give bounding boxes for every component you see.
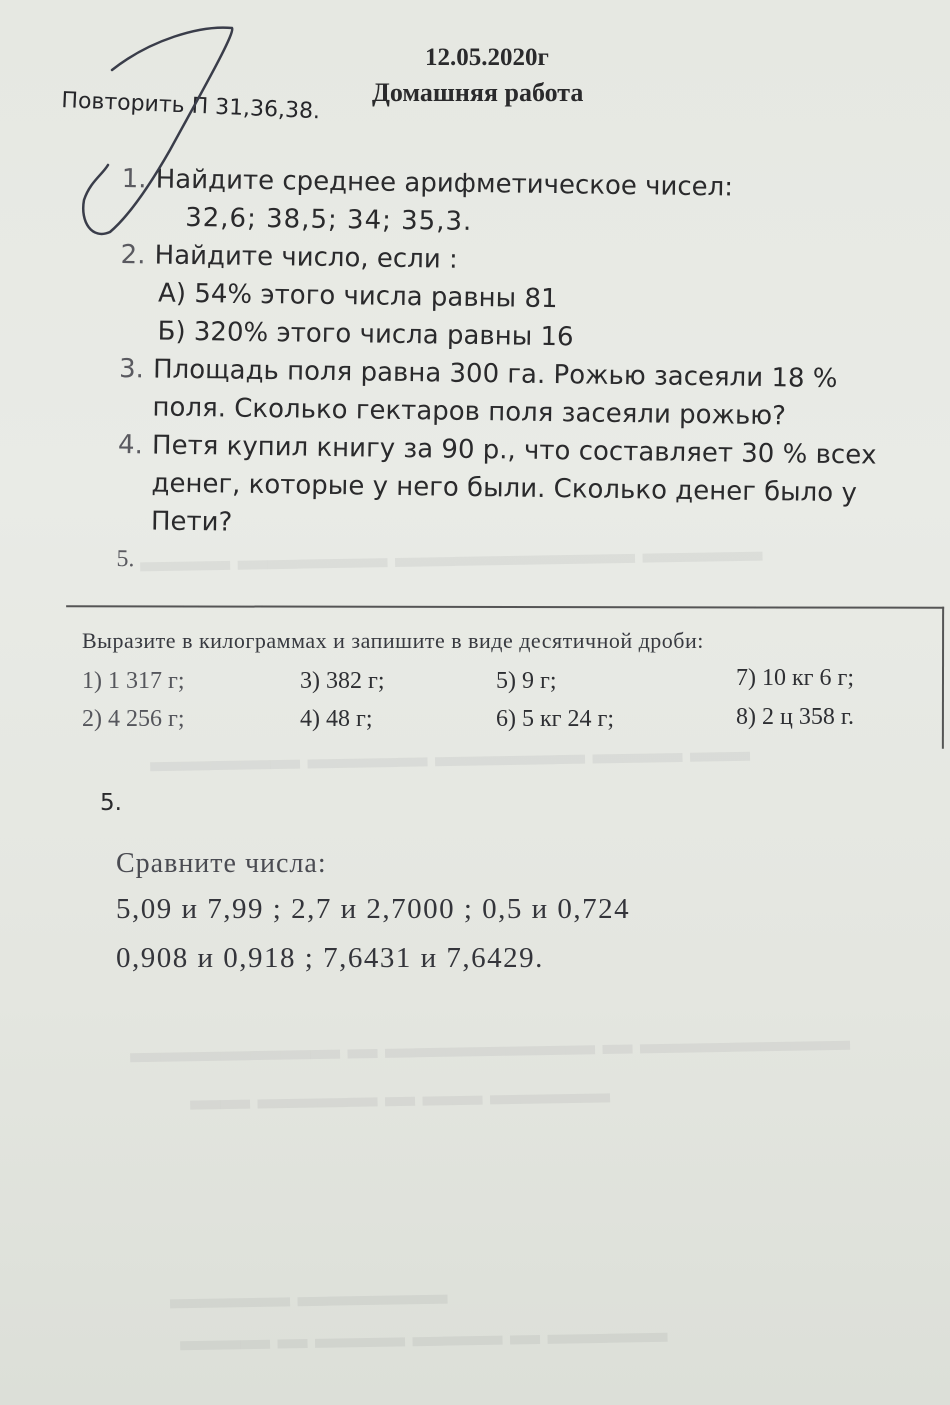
task-text: Площадь поля равна 300 га. Рожью засеяли 18 % [152, 354, 838, 395]
task-numbers: 32,6; 38,5; 34; 35,3. [184, 202, 473, 237]
task-number: 4. [117, 429, 144, 461]
document-title: Домашняя работа [372, 78, 584, 107]
section-5-number: 5. [100, 790, 122, 816]
show-through-text: ▬▬▬▬▬ ▬▬▬▬ ▬▬▬▬▬ ▬▬▬ ▬▬ [149, 734, 751, 779]
show-through-text: ▬▬ ▬▬▬▬ ▬ ▬▬ ▬▬▬▬ [189, 1076, 611, 1117]
show-through-text: ▬▬▬▬ ▬▬▬▬▬ [169, 1277, 448, 1316]
conversion-title: Выразите в килограммах и запишите в виде десятичной дроби: [82, 628, 704, 653]
task-text: Петя купил книгу за 90 р., что составляет 30 % всех [151, 430, 877, 471]
task-subitem-a: А) 54% этого числа равны 81 [157, 278, 558, 315]
show-through-text: ▬▬▬ ▬▬▬▬▬ ▬▬▬▬▬▬▬▬ ▬▬▬▬ [139, 534, 763, 579]
task-3 [118, 350, 939, 437]
conversion-item: 5) 9 г; [496, 668, 557, 694]
task-number: 1. [121, 163, 147, 195]
conversion-item: 3) 382 г; [300, 668, 385, 694]
task-text: денег, которые у него были. Сколько денег было у [151, 468, 858, 509]
conversion-item: 1) 1 317 г; [82, 668, 185, 694]
task-subitem-b: Б) 320% этого числа равны 16 [157, 316, 574, 353]
conversion-item: 6) 5 кг 24 г; [496, 706, 615, 732]
conversion-item: 7) 10 кг 6 г; [736, 665, 855, 691]
handwritten-note: Повторить П 31,36,38. [60, 88, 321, 125]
task-4 [117, 426, 939, 551]
task-number: 2. [120, 239, 146, 271]
task-text: поля. Сколько гектаров поля засеяли рожью? [152, 392, 787, 432]
compare-row-2: 0,908 и 0,918 ; 7,6431 и 7,6429. [116, 942, 544, 974]
document-date: 12.05.2020г [425, 44, 549, 71]
task-number: 5. [116, 545, 135, 573]
show-through-text: ▬▬▬ ▬ ▬▬▬ ▬▬▬ ▬ ▬▬▬▬ [179, 1315, 668, 1358]
compare-row-1: 5,09 и 7,99 ; 2,7 и 2,7000 ; 0,5 и 0,724 [116, 893, 631, 925]
task-text: Пети? [150, 506, 233, 538]
conversion-item: 8) 2 ц 358 г. [736, 704, 854, 730]
pen-stroke-mark [0, 0, 950, 260]
task-number: 3. [118, 353, 145, 385]
conversion-item: 4) 48 г; [300, 706, 373, 732]
show-through-text: ▬▬▬▬▬▬▬ ▬ ▬▬▬▬▬▬▬ ▬ ▬▬▬▬▬▬▬ [129, 1023, 851, 1070]
task-text: Найдите число, если : [154, 240, 458, 275]
task-text: Найдите среднее арифметическое чисел: [155, 164, 734, 203]
conversion-item: 2) 4 256 г; [82, 706, 185, 732]
compare-title: Сравните числа: [116, 848, 327, 879]
